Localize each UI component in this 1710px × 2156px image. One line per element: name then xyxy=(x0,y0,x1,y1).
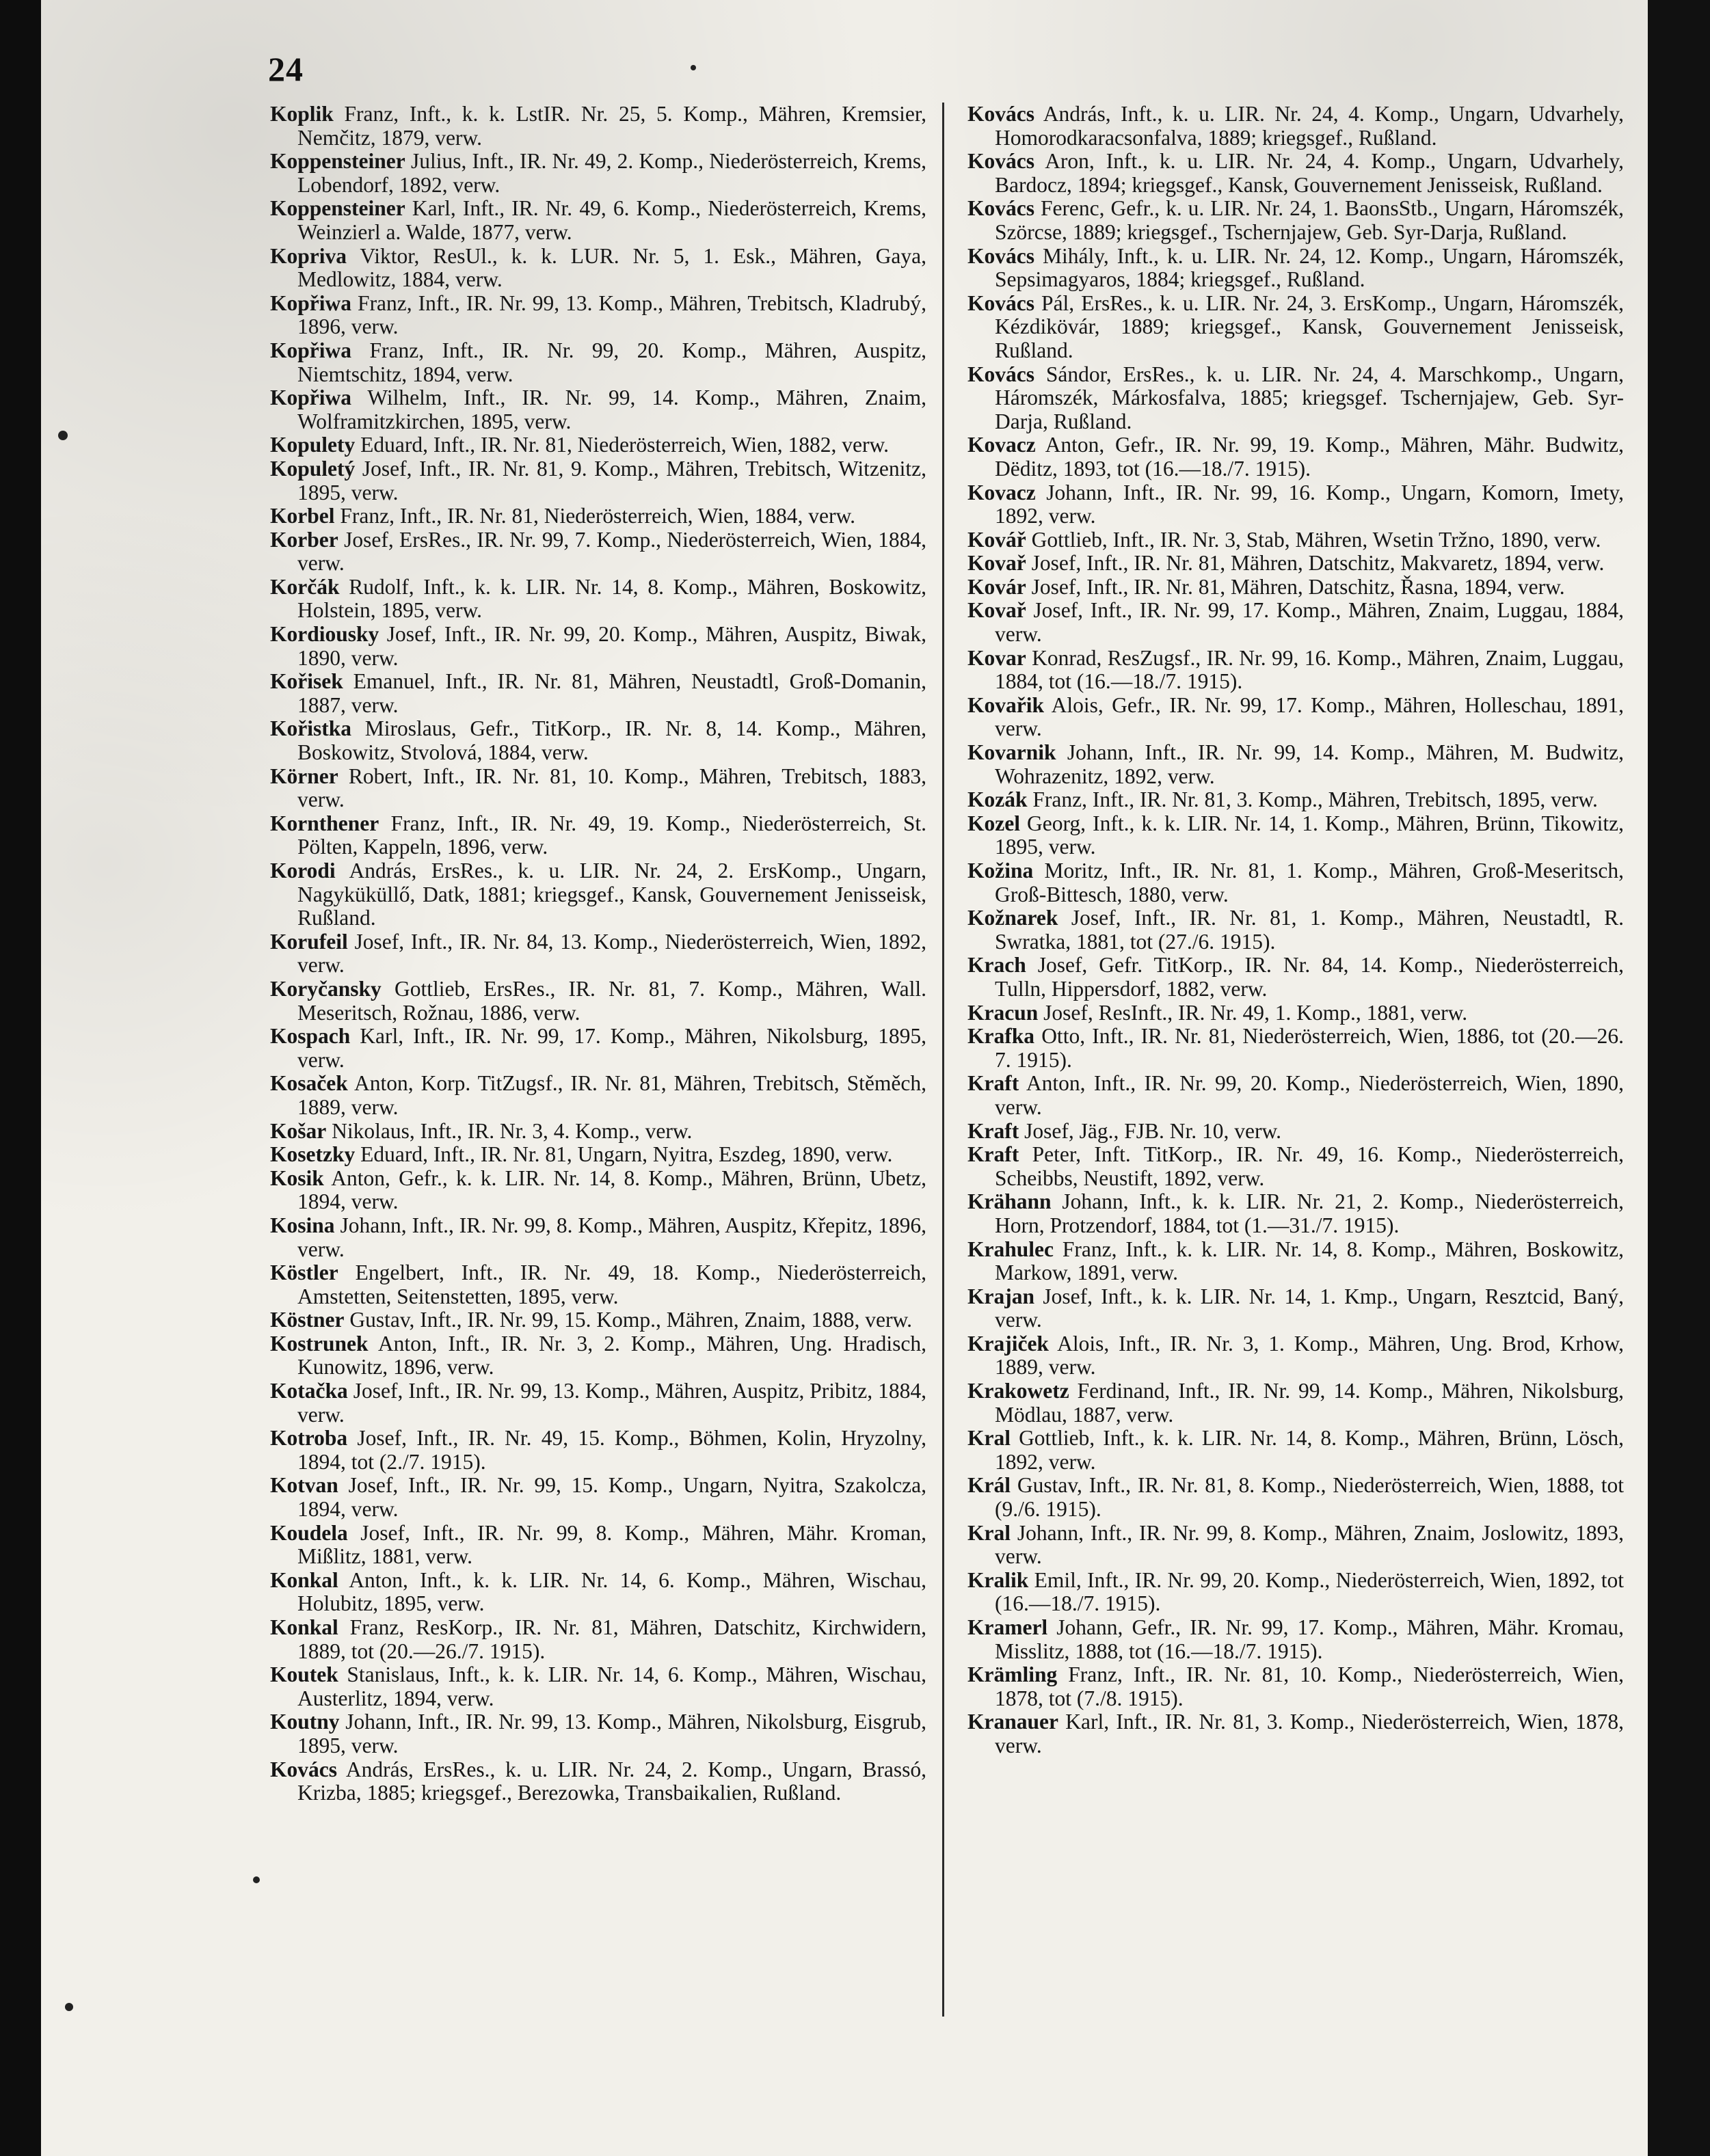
entry-surname: Kospach xyxy=(270,1024,351,1049)
casualty-entry xyxy=(270,103,926,150)
entry-surname: Konkal xyxy=(270,1567,338,1592)
entry-details: Franz, ResKorp., IR. Nr. 81, Mähren, Datschitz, Kirchwidern, 1889, tot (20.—26./7. 1915). xyxy=(297,1615,926,1663)
casualty-entry xyxy=(270,576,926,623)
casualty-entry xyxy=(270,1379,926,1427)
casualty-entry xyxy=(270,386,926,433)
entry-surname: Köstner xyxy=(270,1308,345,1332)
entry-details: Miroslaus, Gefr., TitKorp., IR. Nr. 8, 14. Komp., Mähren, Boskowitz, Stvolová, 1884, verw. xyxy=(297,716,926,765)
entry-surname: Kral xyxy=(967,1426,1011,1451)
entry-surname: Kovács xyxy=(270,1757,337,1781)
entry-surname: Kraft xyxy=(967,1118,1019,1143)
entry-surname: Kožnarek xyxy=(967,906,1058,930)
entry-surname: Kotvan xyxy=(270,1473,338,1498)
entry-surname: Kořisek xyxy=(270,669,343,694)
entry-details: Franz, Inft., IR. Nr. 99, 20. Komp., Mähren, Auspitz, Niemtschitz, 1894, verw. xyxy=(297,338,926,386)
entry-surname: Köstler xyxy=(270,1261,338,1285)
casualty-entry xyxy=(270,504,926,528)
entry-details: Viktor, ResUl., k. k. LUR. Nr. 5, 1. Esk., Mähren, Gaya, Medlowitz, 1884, verw. xyxy=(297,243,926,292)
entry-details: Rudolf, Inft., k. k. LIR. Nr. 14, 8. Komp., Mähren, Boskowitz, Holstein, 1895, verw. xyxy=(297,574,927,623)
casualty-entry xyxy=(967,812,1624,859)
entry-details: Sándor, ErsRes., k. u. LIR. Nr. 24, 4. Marschkomp., Ungarn, Háromszék, Márkosfalva, 1885; kriegsgef. Tschernjajew, Geb. Syr-Darja, Rußland. xyxy=(995,362,1624,433)
entry-details: Georg, Inft., k. k. LIR. Nr. 14, 1. Komp., Mähren, Brünn, Tikowitz, 1895, verw. xyxy=(995,811,1625,859)
casualty-entry xyxy=(967,1072,1624,1119)
entry-details: Pál, ErsRes., k. u. LIR. Nr. 24, 3. ErsKomp., Ungarn, Háromszék, Kézdikövár, 1889; kriegsgef., Kansk, Gouvernement Jenisseisk, Rußland. xyxy=(995,291,1624,362)
entry-details: Josef, Gefr. TitKorp., IR. Nr. 84, 14. Komp., Niederösterreich, Tulln, Hippersdorf, 1882, verw. xyxy=(995,953,1625,1001)
entry-details: Gustav, Inft., IR. Nr. 81, 8. Komp., Niederösterreich, Wien, 1888, tot (9./6. 1915). xyxy=(995,1473,1625,1522)
casualty-entry xyxy=(270,812,926,859)
entry-surname: Körner xyxy=(270,764,338,788)
casualty-entry xyxy=(967,741,1624,788)
entry-surname: Kovács xyxy=(967,149,1034,174)
entry-details: Johann, Inft., IR. Nr. 99, 14. Komp., Mähren, M. Budwitz, Wohrazenitz, 1892, verw. xyxy=(995,740,1625,788)
entry-surname: Kosaček xyxy=(270,1071,348,1096)
casualty-entry xyxy=(967,859,1624,906)
entry-surname: Kranauer xyxy=(967,1710,1058,1734)
casualty-entry xyxy=(967,1710,1624,1757)
casualty-entry xyxy=(270,528,926,576)
casualty-entry xyxy=(270,1308,926,1332)
casualty-entry xyxy=(270,717,926,764)
entry-surname: Krämling xyxy=(967,1662,1058,1687)
casualty-entry xyxy=(967,363,1624,434)
entry-surname: Krähann xyxy=(967,1189,1052,1214)
casualty-entry xyxy=(967,1120,1624,1144)
scan-speck xyxy=(65,2003,73,2011)
entry-surname: Kozák xyxy=(967,787,1028,812)
entry-details: András, ErsRes., k. u. LIR. Nr. 24, 2. ErsKomp., Ungarn, Nagyküküllő, Datk, 1881; kriegsgef., Kansk, Gouvernement Jenisseisk, Rußland. xyxy=(297,859,926,930)
casualty-entry xyxy=(967,552,1624,576)
casualty-entry xyxy=(270,1120,926,1144)
entry-surname: Koutny xyxy=(270,1710,340,1734)
entry-surname: Korufeil xyxy=(270,929,348,954)
left-column xyxy=(270,103,926,1805)
entry-surname: Kopuletý xyxy=(270,456,356,481)
entry-surname: Kramerl xyxy=(967,1615,1048,1639)
entry-details: Franz, Inft., IR. Nr. 81, 10. Komp., Niederösterreich, Wien, 1878, tot (7./8. 1915). xyxy=(995,1662,1625,1710)
entry-surname: Korbel xyxy=(270,504,335,528)
casualty-entry xyxy=(270,197,926,244)
casualty-entry xyxy=(270,859,926,930)
entry-details: Peter, Inft. TitKorp., IR. Nr. 49, 16. Komp., Niederösterreich, Scheibbs, Neustift, 1892, verw. xyxy=(995,1142,1624,1190)
casualty-entry xyxy=(967,1663,1624,1710)
entry-details: Otto, Inft., IR. Nr. 81, Niederösterreich, Wien, 1886, tot (20.—26. 7. 1915). xyxy=(995,1024,1624,1072)
entry-details: Emil, Inft., IR. Nr. 99, 20. Komp., Niederösterreich, Wien, 1892, tot (16.—18./7. 1915). xyxy=(995,1567,1624,1616)
entry-details: Johann, Gefr., IR. Nr. 99, 17. Komp., Mähren, Mähr. Kromau, Misslitz, 1888, tot (16.—18./7. 1915). xyxy=(995,1615,1625,1663)
entry-details: Engelbert, Inft., IR. Nr. 49, 18. Komp., Niederösterreich, Amstetten, Seitenstetten, 1895, verw. xyxy=(297,1261,926,1308)
casualty-entry xyxy=(270,150,926,197)
entry-details: Franz, Inft., IR. Nr. 99, 13. Komp., Mähren, Trebitsch, Kladrubý, 1896, verw. xyxy=(297,291,926,339)
entry-details: Julius, Inft., IR. Nr. 49, 2. Komp., Niederösterreich, Krems, Lobendorf, 1892, verw. xyxy=(297,149,927,197)
casualty-entry xyxy=(270,457,926,504)
entry-details: Mihály, Inft., k. u. LIR. Nr. 24, 12. Komp., Ungarn, Háromszék, Sepsimagyaros, 1884; kriegsgef., Rußland. xyxy=(995,243,1624,292)
entry-surname: Kovář xyxy=(967,527,1026,552)
entry-surname: Krajiček xyxy=(967,1331,1049,1356)
casualty-entry xyxy=(967,1427,1624,1474)
entry-surname: Krafka xyxy=(967,1024,1034,1049)
entry-surname: Kosik xyxy=(270,1165,324,1190)
entry-surname: Koplik xyxy=(270,102,334,126)
entry-surname: Kosina xyxy=(270,1213,335,1237)
entry-surname: Kordiousky xyxy=(270,622,379,647)
entry-surname: Krahulec xyxy=(967,1237,1054,1261)
entry-details: Anton, Gefr., k. k. LIR. Nr. 14, 8. Komp., Mähren, Brünn, Ubetz, 1894, verw. xyxy=(297,1165,927,1214)
entry-details: Konrad, ResZugsf., IR. Nr. 99, 16. Komp., Mähren, Znaim, Luggau, 1884, tot (16.—18./7. 1915). xyxy=(995,645,1624,694)
entry-surname: Kral xyxy=(967,1520,1011,1545)
entry-surname: Kožina xyxy=(967,859,1034,882)
entry-surname: Kovács xyxy=(967,196,1034,221)
entry-details: Josef, Inft., IR. Nr. 81, 9. Komp., Mähren, Trebitsch, Witzenitz, 1895, verw. xyxy=(297,456,927,504)
entry-details: Alois, Inft., IR. Nr. 3, 1. Komp., Mähren, Ung. Brod, Krhow, 1889, verw. xyxy=(995,1331,1624,1379)
entry-details: Josef, ErsRes., IR. Nr. 99, 7. Komp., Niederösterreich, Wien, 1884, verw. xyxy=(297,527,927,576)
casualty-entry xyxy=(967,694,1624,741)
casualty-entry xyxy=(270,1025,926,1072)
casualty-entry xyxy=(967,1190,1624,1237)
entry-details: Franz, Inft., k. k. LIR. Nr. 14, 8. Komp., Mähren, Boskowitz, Markow, 1891, verw. xyxy=(995,1237,1624,1285)
entry-details: Johann, Inft., k. k. LIR. Nr. 21, 2. Komp., Niederösterreich, Horn, Protzendorf, 1884, tot (1.—31./7. 1915). xyxy=(995,1189,1624,1237)
casualty-entry xyxy=(270,1167,926,1214)
entry-surname: Kovařik xyxy=(967,692,1045,717)
entry-details: Gottlieb, Inft., IR. Nr. 3, Stab, Mähren, Wsetin Tržno, 1890, verw. xyxy=(1031,527,1601,552)
entry-details: Josef, Inft., IR. Nr. 81, Mähren, Datschitz, Makvaretz, 1894, verw. xyxy=(1031,551,1605,576)
scan-border xyxy=(1648,0,1710,2156)
entry-surname: Koppensteiner xyxy=(270,149,405,174)
casualty-entry xyxy=(270,1663,926,1710)
casualty-entry xyxy=(270,1072,926,1119)
entry-details: András, Inft., k. u. LIR. Nr. 24, 4. Komp., Ungarn, Udvarhely, Homorodkaracsonfalva, 1889; kriegsgef., Rußland. xyxy=(995,102,1625,150)
entry-details: Franz, Inft., IR. Nr. 81, 3. Komp., Mähren, Trebitsch, 1895, verw. xyxy=(1032,787,1598,812)
entry-details: Josef, Inft., IR. Nr. 99, 8. Komp., Mähren, Mähr. Kroman, Mißlitz, 1881, verw. xyxy=(297,1520,926,1569)
entry-surname: Krajan xyxy=(967,1284,1034,1308)
entry-surname: Krach xyxy=(967,953,1026,978)
entry-surname: Koudela xyxy=(270,1520,348,1545)
casualty-entry xyxy=(270,1261,926,1308)
entry-surname: Kovacz xyxy=(967,433,1036,457)
entry-surname: Kovács xyxy=(967,243,1034,268)
casualty-entry xyxy=(967,647,1624,694)
entry-details: Franz, Inft., IR. Nr. 81, Niederösterreich, Wien, 1884, verw. xyxy=(340,504,856,528)
entry-surname: Kovacz xyxy=(967,480,1036,504)
entry-surname: Kotroba xyxy=(270,1426,348,1451)
entry-details: Josef, Inft., IR. Nr. 99, 17. Komp., Mähren, Znaim, Luggau, 1884, verw. xyxy=(995,598,1624,647)
casualty-entry xyxy=(270,623,926,670)
entry-surname: Kovař xyxy=(967,551,1026,576)
entry-details: Johann, Inft., IR. Nr. 99, 16. Komp., Ungarn, Komorn, Imety, 1892, verw. xyxy=(995,480,1625,528)
entry-details: Josef, Inft., IR. Nr. 99, 20. Komp., Mähren, Auspitz, Biwak, 1890, verw. xyxy=(297,622,926,670)
entry-details: Karl, Inft., IR. Nr. 81, 3. Komp., Niederösterreich, Wien, 1878, verw. xyxy=(995,1710,1624,1757)
entry-surname: Košar xyxy=(270,1118,327,1143)
casualty-entry xyxy=(270,339,926,386)
entry-details: Ferdinand, Inft., IR. Nr. 99, 14. Komp., Mähren, Nikolsburg, Mödlau, 1887, verw. xyxy=(995,1379,1624,1427)
entry-surname: Král xyxy=(967,1473,1011,1498)
casualty-entry xyxy=(270,978,926,1025)
entry-surname: Krakowetz xyxy=(967,1379,1069,1403)
entry-surname: Konkal xyxy=(270,1615,338,1639)
entry-details: Gustav, Inft., IR. Nr. 99, 15. Komp., Mähren, Znaim, 1888, verw. xyxy=(349,1308,913,1332)
casualty-entry xyxy=(967,1025,1624,1072)
casualty-entry xyxy=(967,1474,1624,1521)
casualty-entry xyxy=(967,1616,1624,1663)
casualty-entry xyxy=(270,292,926,339)
casualty-entry xyxy=(967,528,1624,552)
entry-surname: Kraft xyxy=(967,1071,1019,1096)
entry-details: Moritz, Inft., IR. Nr. 81, 1. Komp., Mähren, Groß-Meseritsch, Groß-Bittesch, 1880, verw. xyxy=(995,859,1624,906)
casualty-entry xyxy=(967,245,1624,292)
casualty-entry xyxy=(967,599,1624,646)
entry-surname: Kopřiwa xyxy=(270,291,352,315)
entry-details: Franz, Inft., k. k. LstIR. Nr. 25, 5. Komp., Mähren, Kremsier, Nemčitz, 1879, verw. xyxy=(297,102,927,150)
entry-details: Josef, Inft., IR. Nr. 99, 13. Komp., Mähren, Auspitz, Pribitz, 1884, verw. xyxy=(297,1379,927,1427)
casualty-entry xyxy=(967,150,1624,197)
page-number: 24 xyxy=(268,50,304,88)
scan-speck xyxy=(691,65,696,70)
column-divider xyxy=(942,103,944,2017)
entry-details: Josef, ResInft., IR. Nr. 49, 1. Komp., 1881, verw. xyxy=(1043,1000,1468,1025)
entry-details: Anton, Inft., IR. Nr. 99, 20. Komp., Niederösterreich, Wien, 1890, verw. xyxy=(995,1071,1624,1119)
entry-details: Anton, Korp. TitZugsf., IR. Nr. 81, Mähren, Trebitsch, Stěměch, 1889, verw. xyxy=(297,1071,926,1119)
entry-details: Josef, Inft., IR. Nr. 81, Mähren, Datschitz, Řasna, 1894, verw. xyxy=(1031,574,1565,599)
casualty-entry xyxy=(967,1238,1624,1285)
casualty-entry xyxy=(270,1522,926,1569)
entry-surname: Kozel xyxy=(967,811,1020,835)
entry-details: Karl, Inft., IR. Nr. 99, 17. Komp., Mähren, Nikolsburg, 1895, verw. xyxy=(297,1024,927,1072)
entry-surname: Kořistka xyxy=(270,716,352,741)
right-column xyxy=(967,103,1624,1758)
entry-surname: Kracun xyxy=(967,1000,1039,1025)
casualty-entry xyxy=(270,433,926,457)
entry-surname: Kosetzky xyxy=(270,1142,356,1167)
entry-surname: Kovař xyxy=(967,598,1026,623)
entry-surname: Kopřiwa xyxy=(270,338,352,362)
casualty-entry xyxy=(967,1379,1624,1427)
entry-details: Josef, Inft., IR. Nr. 81, 1. Komp., Mähren, Neustadtl, R. Swratka, 1881, tot (27./6. 1915). xyxy=(995,906,1624,954)
entry-details: Josef, Inft., IR. Nr. 99, 15. Komp., Ungarn, Nyitra, Szakolcza, 1894, verw. xyxy=(297,1473,927,1522)
entry-details: Eduard, Inft., IR. Nr. 81, Niederösterreich, Wien, 1882, verw. xyxy=(360,433,890,457)
entry-surname: Kralik xyxy=(967,1567,1029,1592)
entry-surname: Kovar xyxy=(967,645,1026,670)
entry-surname: Kovács xyxy=(967,102,1034,126)
entry-surname: Koppensteiner xyxy=(270,196,405,221)
entry-details: Eduard, Inft., IR. Nr. 81, Ungarn, Nyitra, Eszdeg, 1890, verw. xyxy=(360,1142,893,1167)
casualty-entry xyxy=(967,1522,1624,1569)
entry-details: Anton, Inft., k. k. LIR. Nr. 14, 6. Komp., Mähren, Wischau, Holubitz, 1895, verw. xyxy=(297,1567,926,1616)
casualty-entry xyxy=(270,1569,926,1616)
entry-details: Johann, Inft., IR. Nr. 99, 13. Komp., Mähren, Nikolsburg, Eisgrub, 1895, verw. xyxy=(297,1710,927,1757)
casualty-entry xyxy=(967,1569,1624,1616)
casualty-entry xyxy=(967,1143,1624,1190)
entry-surname: Korber xyxy=(270,527,338,552)
casualty-entry xyxy=(270,1214,926,1261)
entry-surname: Kopulety xyxy=(270,433,356,457)
casualty-entry xyxy=(967,197,1624,244)
entry-details: Gottlieb, ErsRes., IR. Nr. 81, 7. Komp., Mähren, Wall. Meseritsch, Rožnau, 1886, verw. xyxy=(297,976,927,1025)
casualty-entry xyxy=(270,1143,926,1167)
scan-speck xyxy=(58,431,68,440)
casualty-entry xyxy=(967,576,1624,599)
entry-surname: Kraft xyxy=(967,1142,1019,1167)
entry-details: András, ErsRes., k. u. LIR. Nr. 24, 2. Komp., Ungarn, Brassó, Krizba, 1885; kriegsgef., Berezowka, Transbaikalien, Rußland. xyxy=(297,1757,926,1805)
entry-details: Johann, Inft., IR. Nr. 99, 8. Komp., Mähren, Auspitz, Křepitz, 1896, verw. xyxy=(297,1213,927,1261)
casualty-entry xyxy=(967,1285,1624,1332)
entry-details: Karl, Inft., IR. Nr. 49, 6. Komp., Niederösterreich, Krems, Weinzierl a. Walde, 1877, verw. xyxy=(297,196,927,244)
casualty-entry xyxy=(967,103,1624,150)
entry-surname: Koutek xyxy=(270,1662,338,1687)
casualty-entry xyxy=(967,481,1624,528)
casualty-entry xyxy=(270,245,926,292)
entry-details: Emanuel, Inft., IR. Nr. 81, Mähren, Neustadtl, Groß-Domanin, 1887, verw. xyxy=(297,669,927,717)
casualty-entry xyxy=(967,1332,1624,1379)
entry-details: Josef, Inft., IR. Nr. 84, 13. Komp., Niederösterreich, Wien, 1892, verw. xyxy=(297,929,927,978)
scan-speck xyxy=(253,1876,260,1883)
entry-surname: Korčák xyxy=(270,574,340,599)
entry-details: Johann, Inft., IR. Nr. 99, 8. Komp., Mähren, Znaim, Joslowitz, 1893, verw. xyxy=(995,1520,1624,1569)
entry-details: Josef, Inft., k. k. LIR. Nr. 14, 1. Kmp., Ungarn, Resztcid, Baný, verw. xyxy=(995,1284,1624,1332)
casualty-entry xyxy=(270,765,926,812)
entry-details: Josef, Jäg., FJB. Nr. 10, verw. xyxy=(1024,1118,1282,1143)
entry-details: Nikolaus, Inft., IR. Nr. 3, 4. Komp., verw. xyxy=(332,1118,693,1143)
casualty-entry xyxy=(967,788,1624,812)
casualty-entry xyxy=(270,930,926,978)
entry-surname: Kopriva xyxy=(270,243,347,268)
casualty-entry xyxy=(270,1427,926,1474)
entry-surname: Kovács xyxy=(967,291,1034,315)
casualty-entry xyxy=(270,1474,926,1521)
entry-details: Anton, Inft., IR. Nr. 3, 2. Komp., Mähren, Ung. Hradisch, Kunowitz, 1896, verw. xyxy=(297,1331,926,1379)
entry-details: Stanislaus, Inft., k. k. LIR. Nr. 14, 6. Komp., Mähren, Wischau, Austerlitz, 1894, verw. xyxy=(297,1662,927,1710)
entry-details: Gottlieb, Inft., k. k. LIR. Nr. 14, 8. Komp., Mähren, Brünn, Lösch, 1892, verw. xyxy=(995,1426,1625,1474)
entry-details: Wilhelm, Inft., IR. Nr. 99, 14. Komp., Mähren, Znaim, Wolframitzkirchen, 1895, verw. xyxy=(297,386,926,433)
entry-surname: Kostrunek xyxy=(270,1331,369,1356)
casualty-entry xyxy=(270,1758,926,1805)
entry-details: Anton, Gefr., IR. Nr. 99, 19. Komp., Mähren, Mähr. Budwitz, Dëditz, 1893, tot (16.—18./7. 1915). xyxy=(995,433,1624,481)
casualty-entry xyxy=(967,954,1624,1001)
entry-surname: Kovár xyxy=(967,574,1026,599)
entry-surname: Kotačka xyxy=(270,1379,348,1403)
entry-surname: Koryčansky xyxy=(270,976,382,1001)
casualty-entry xyxy=(967,906,1624,954)
entry-surname: Kopřiwa xyxy=(270,386,352,410)
entry-surname: Kovács xyxy=(967,362,1034,386)
entry-surname: Kovarnik xyxy=(967,740,1056,765)
casualty-entry xyxy=(967,433,1624,481)
entry-details: Ferenc, Gefr., k. u. LIR. Nr. 24, 1. BaonsStb., Ungarn, Háromszék, Szörcse, 1889; kriegsgef., Tschernjajew, Geb. Syr-Darja, Rußland. xyxy=(995,196,1624,244)
entry-details: Franz, Inft., IR. Nr. 49, 19. Komp., Niederösterreich, St. Pölten, Kappeln, 1896, verw. xyxy=(297,811,926,859)
entry-surname: Korodi xyxy=(270,859,336,882)
casualty-entry xyxy=(270,1332,926,1379)
casualty-entry xyxy=(967,1001,1624,1025)
casualty-entry xyxy=(270,1616,926,1663)
casualty-entry xyxy=(270,1710,926,1757)
entry-details: Aron, Inft., k. u. LIR. Nr. 24, 4. Komp., Ungarn, Udvarhely, Bardocz, 1894; kriegsgef., Kansk, Gouvernement Jenisseisk, Rußland. xyxy=(995,149,1625,197)
entry-details: Josef, Inft., IR. Nr. 49, 15. Komp., Böhmen, Kolin, Hryzolny, 1894, tot (2./7. 1915). xyxy=(297,1426,927,1474)
entry-details: Robert, Inft., IR. Nr. 81, 10. Komp., Mähren, Trebitsch, 1883, verw. xyxy=(297,764,926,812)
casualty-entry xyxy=(270,670,926,717)
casualty-entry xyxy=(967,292,1624,363)
entry-surname: Kornthener xyxy=(270,811,379,835)
entry-details: Alois, Gefr., IR. Nr. 99, 17. Komp., Mähren, Holleschau, 1891, verw. xyxy=(995,692,1624,741)
